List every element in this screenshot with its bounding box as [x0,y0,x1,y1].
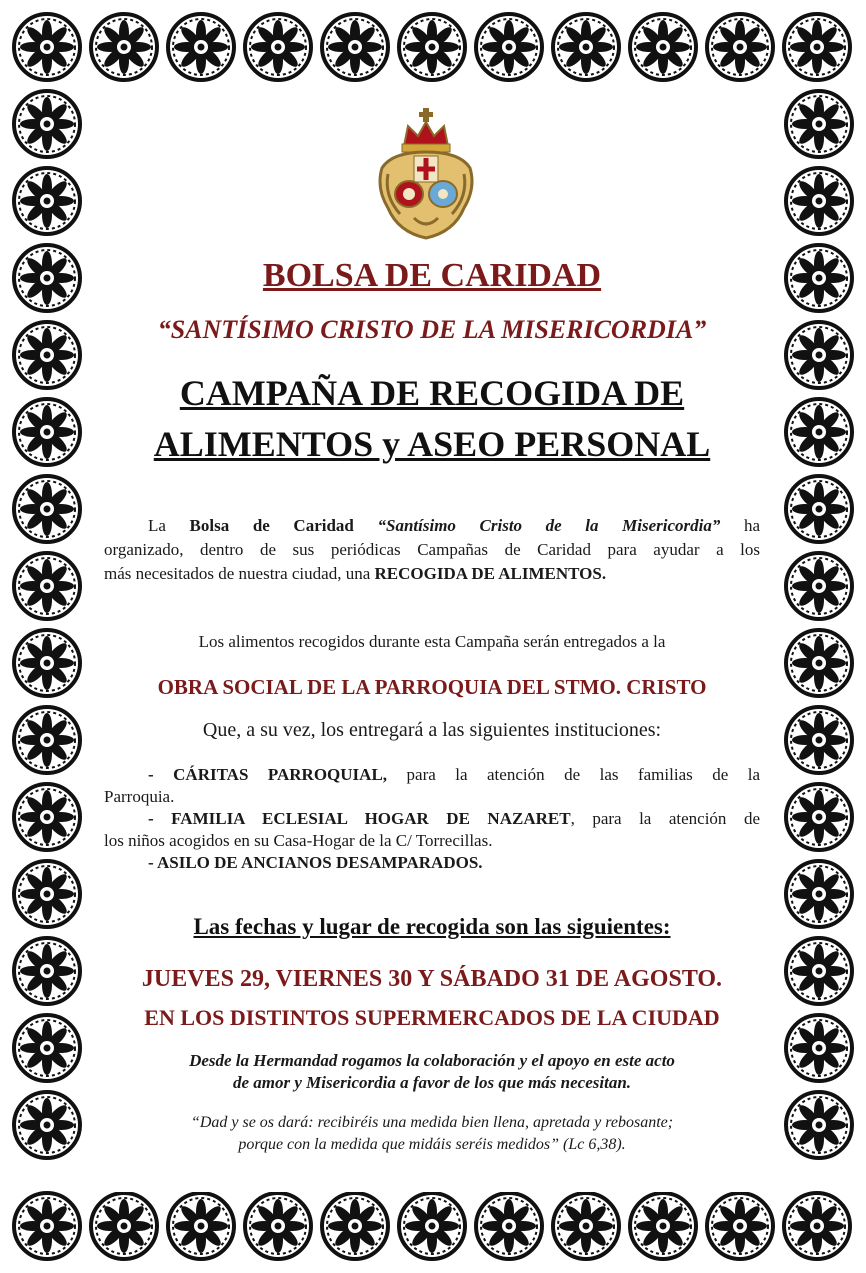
rosette-ornament [244,13,312,81]
page-title: BOLSA DE CARIDAD [262,257,602,294]
rosette-ornament [13,244,81,312]
list-item: - FAMILIA ECLESIAL HOGAR DE NAZARET, para la atención de [148,809,760,828]
rosette-ornament [783,1192,851,1260]
rosette-ornament [785,167,853,235]
rosette-ornament [321,1192,389,1260]
rosette-ornament [13,1014,81,1082]
rosette-ornament [167,13,235,81]
rosette-ornament [552,13,620,81]
page-subtitle: “SANTÍSIMO CRISTO DE LA MISERICORDIA” [157,315,707,344]
rosette-ornament [13,552,81,620]
campaign-title-line2: ALIMENTOS y ASEO PERSONAL [153,424,711,464]
rosette-ornament [13,475,81,543]
obra-social-heading: OBRA SOCIAL DE LA PARROQUIA DEL STMO. CRISTO [157,675,707,699]
rosette-ornament [321,13,389,81]
rosette-ornament [785,783,853,851]
rosette-ornament [13,937,81,1005]
rosette-ornament [13,1091,81,1159]
poster-content [104,102,760,1192]
rosette-ornament [785,1014,853,1082]
rosette-ornament [13,90,81,158]
rosette-ornament [706,1192,774,1260]
rosette-ornament [785,244,853,312]
rosette-ornament [398,13,466,81]
rosette-ornament [785,629,853,697]
rosette-ornament [13,706,81,774]
rosette-ornament [13,13,81,81]
collection-place: EN LOS DISTINTOS SUPERMERCADOS DE LA CIUDAD [144,1005,720,1030]
list-item: - CÁRITAS PARROQUIAL, para la atención de las familias de la [148,765,761,784]
rosette-ornament [13,860,81,928]
rosette-ornament [785,860,853,928]
rosette-ornament [90,13,158,81]
rosette-ornament [552,1192,620,1260]
rosette-ornament [244,1192,312,1260]
brotherhood-crest-icon [374,108,478,240]
rosette-ornament [785,706,853,774]
rosette-ornament [706,13,774,81]
institutions-list: - CÁRITAS PARROQUIAL, para la atención de las familias de la Parroquia. - FAMILIA ECLESIAL HOGAR DE NAZARET, para la atención de los niños acogidos en su Casa-Hogar de la C/ Torrecillas. - ASILO DE ANCIANOS DESAMPARADOS. [104,765,761,872]
rosette-ornament [13,1192,81,1260]
rosette-ornament [629,13,697,81]
collection-dates: JUEVES 29, VIERNES 30 Y SÁBADO 31 DE AGOSTO. [141,966,723,992]
intro-paragraph: La Bolsa de Caridad “Santísimo Cristo de la Misericordia” ha organizado, dentro de sus periódicas Campañas de Caridad para ayudar a los más necesitados de nuestra ciudad, una RECOGIDA DE ALIMENTOS. [104,516,760,583]
rosette-ornament [785,475,853,543]
bible-quote: “Dad y se os dará: recibiréis una medida bien llena, apretada y rebosante; porque con la medida que midáis seréis medidos” (Lc 6,38). [190,1114,674,1153]
rosette-ornament [398,1192,466,1260]
appeal-text: Desde la Hermandad rogamos la colaboración y el apoyo en este acto de amor y Misericordia a favor de los que más necesitan. [189,1051,675,1092]
rosette-ornament [13,783,81,851]
rosette-ornament [785,1091,853,1159]
rosette-ornament [13,398,81,466]
rosette-ornament [785,398,853,466]
rosette-ornament [785,321,853,389]
rosette-ornament [785,90,853,158]
institutions-intro: Que, a su vez, los entregará a las siguientes instituciones: [202,719,662,741]
dates-heading: Las fechas y lugar de recogida son las siguientes: [193,914,671,939]
rosette-ornament [475,1192,543,1260]
rosette-ornament [13,629,81,697]
rosette-ornament [167,1192,235,1260]
rosette-ornament [783,13,851,81]
rosette-ornament [13,167,81,235]
rosette-ornament [90,1192,158,1260]
rosette-ornament [13,321,81,389]
rosette-ornament [785,552,853,620]
campaign-title-line1: CAMPAÑA DE RECOGIDA DE [179,373,685,413]
rosette-ornament [475,13,543,81]
rosette-ornament [785,937,853,1005]
rosette-ornament [629,1192,697,1260]
delivery-text: Los alimentos recogidos durante esta Campaña serán entregados a la [198,632,666,651]
list-item: - ASILO DE ANCIANOS DESAMPARADOS. [148,853,483,872]
